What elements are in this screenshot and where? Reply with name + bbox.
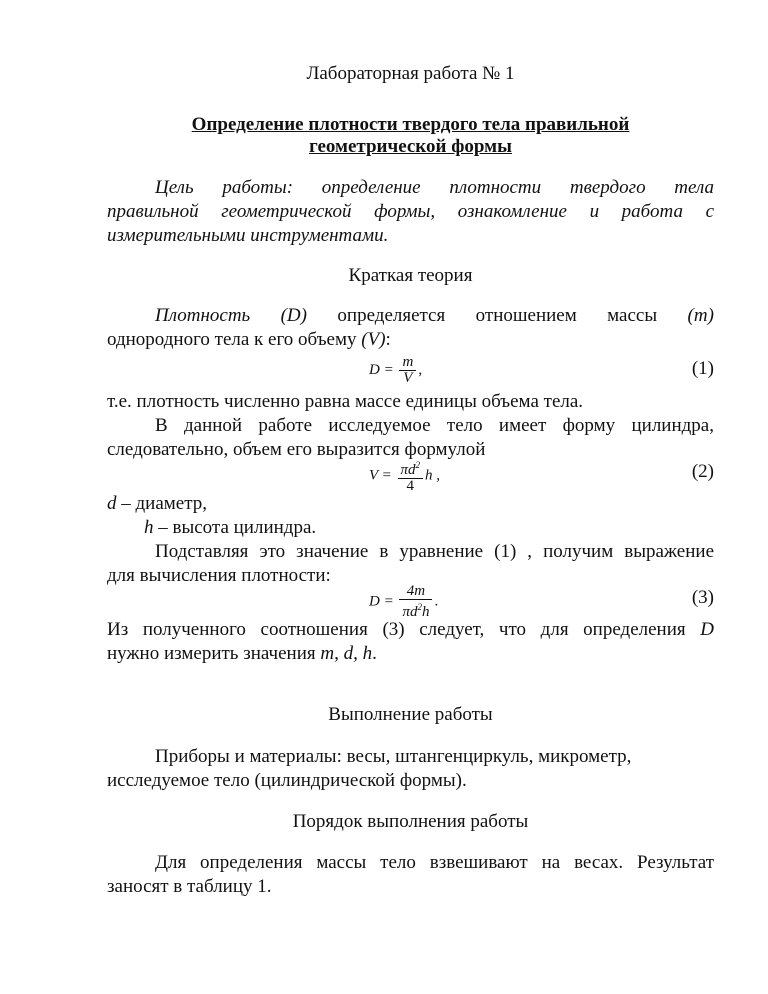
density-line-1 — [107, 304, 714, 328]
word-mass: массы — [607, 305, 658, 326]
volume-line-2: следовательно, объем его выразится формулой — [107, 439, 486, 460]
formula-3-number: (3) — [691, 587, 714, 608]
goal-line-1: Цель работы: определение плотности твердого тела — [155, 177, 714, 198]
volume-line-1: В данной работе исследуемое тело имеет форму цилиндра, — [155, 415, 714, 436]
conclusion-line-2: нужно измерить значения m, d, h. — [107, 643, 377, 664]
symbol-m: (m) — [687, 305, 714, 326]
where-height: h – высота цилиндра. — [144, 517, 317, 538]
word-ratio: отношением — [475, 305, 577, 326]
symbol-D: (D) — [280, 305, 307, 326]
formula-1-number: (1) — [691, 358, 714, 379]
formula-3-row — [107, 578, 714, 620]
lab-header: Лабораторная работа № 1 — [306, 63, 515, 84]
formula-1: D = $\frac{m}{V}$ , — [369, 354, 423, 386]
procedure-line-2: заносят в таблицу 1. — [107, 876, 272, 897]
formula-2-row — [107, 452, 714, 494]
theory-heading: Краткая теория — [348, 265, 473, 286]
execution-heading: Выполнение работы — [328, 704, 493, 725]
goal-line-2: правильной геометрической формы, ознакомление и работа с — [107, 201, 714, 222]
formula-1-row — [107, 352, 714, 392]
density-definition: т.е. плотность численно равна массе единицы объема тела. — [107, 391, 584, 412]
formula-3: D = $\frac{4m}{\pi d^2h}$ . — [369, 583, 439, 620]
title-line-2: геометрической формы — [309, 136, 512, 157]
formula-3-fraction: $\frac{4m}{\pi d^2h}$ — [399, 584, 432, 620]
word-determined: определяется — [337, 305, 446, 326]
substitute-line-1: Подставляя это значение в уравнение (1) , получим выражение — [155, 541, 714, 562]
word-density: Плотность — [155, 305, 251, 326]
conclusion-line-1: Из полученного соотношения (3) следует, что для определения D — [107, 619, 714, 640]
formula-2: V = $\frac{\pi d^2}{4}$ h , — [369, 460, 441, 494]
goal-line-3: измерительными инструментами. — [107, 225, 389, 246]
title-line-1: Определение плотности твердого тела правильной — [191, 114, 630, 135]
formula-2-number: (2) — [691, 461, 714, 482]
instruments-line-2: исследуемое тело (цилиндрической формы). — [107, 770, 467, 791]
where-diameter: d – диаметр, — [107, 493, 208, 514]
instruments-line-1: Приборы и материалы: весы, штангенциркуль, микрометр, — [155, 746, 632, 767]
procedure-line-1: Для определения массы тело взвешивают на весах. Результат — [155, 852, 714, 873]
formula-2-fraction: $\frac{\pi d^2}{4}$ — [398, 458, 424, 494]
substitute-line-2: для вычисления плотности: — [107, 565, 331, 586]
symbol-V: (V) — [361, 329, 386, 350]
formula-1-fraction: $\frac{m}{V}$ — [399, 355, 416, 386]
density-line-2: однородного тела к его объему (V): — [107, 329, 391, 350]
procedure-heading: Порядок выполнения работы — [292, 811, 529, 832]
